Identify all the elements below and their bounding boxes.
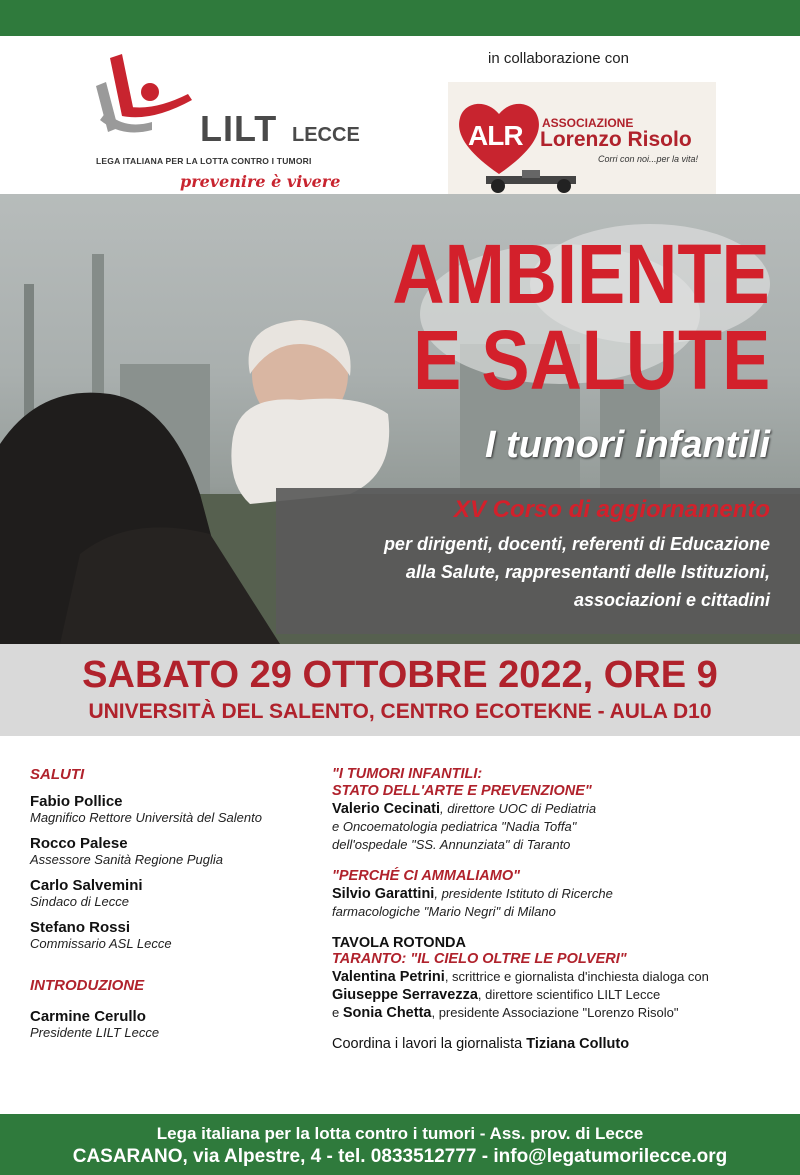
saluti-title: SALUTI [30, 766, 85, 783]
saluti-role: Assessore Sanità Regione Puglia [30, 852, 223, 867]
talk-2 [332, 868, 772, 921]
date-band [0, 644, 800, 736]
intro-name: Carmine Cerullo [30, 1008, 146, 1025]
title-line-2: E SALUTE [412, 313, 770, 407]
program-left-column [30, 766, 320, 1050]
alr-name: Lorenzo Risolo [540, 128, 692, 151]
round-table-title: TARANTO: "IL CIELO OLTRE LE POLVERI" [332, 951, 627, 967]
talk-2-role-line-2: farmacologiche "Mario Negri" di Milano [332, 904, 556, 919]
round-table-label: TAVOLA ROTONDA [332, 935, 466, 951]
top-green-bar [0, 0, 800, 36]
title-line-1: AMBIENTE [392, 227, 770, 321]
talk-1-role-line-3: dell'ospedale "SS. Annunziata" di Taranto [332, 837, 571, 852]
lilt-name: LILT [200, 108, 278, 149]
talk-2-speaker: Silvio Garattini [332, 886, 435, 902]
collaboration-label: in collaborazione con [488, 50, 629, 67]
participant-name: Valentina Petrini [332, 969, 445, 985]
talk-1-role-line-2: e Oncoematologia pediatrica "Nadia Toffa" [332, 819, 577, 834]
intro-item [30, 1008, 320, 1040]
participant-prefix: e [332, 1005, 343, 1020]
alr-letters: ALR [468, 120, 523, 151]
alr-motto: Corri con noi...per la vita! [598, 154, 699, 164]
talk-2-title: "PERCHÉ CI AMMALIAMO" [332, 868, 521, 884]
talk-1 [332, 766, 772, 854]
coordinator-prefix: Coordina i lavori la giornalista [332, 1036, 527, 1052]
intro-title: INTRODUZIONE [30, 977, 145, 994]
course-line-3: associazioni e cittadini [573, 590, 770, 610]
course-box [276, 488, 800, 634]
participant-name: Giuseppe Serravezza [332, 987, 478, 1003]
program-right-column [332, 766, 772, 1052]
saluti-name: Carlo Salvemini [30, 877, 143, 894]
round-table-participant [332, 1004, 772, 1022]
saluti-role: Magnifico Rettore Università del Salento [30, 810, 262, 825]
saluti-role: Commissario ASL Lecce [30, 936, 172, 951]
talk-1-role: , direttore UOC di Pediatria [440, 801, 597, 816]
course-title: XV Corso di aggiornamento [453, 496, 770, 523]
talk-2-role: , presidente Istituto di Ricerche [434, 886, 613, 901]
talk-1-title-line-2: STATO DELL'ARTE E PREVENZIONE" [332, 783, 592, 799]
event-date: SABATO 29 OTTOBRE 2022, ORE 9 [82, 654, 718, 696]
race-car-icon [478, 168, 588, 194]
lilt-logo [92, 50, 362, 200]
hero-photo [0, 194, 800, 644]
saluti-name: Fabio Pollice [30, 793, 123, 810]
saluti-item [30, 793, 320, 825]
participant-role: , scrittrice e giornalista d'inchiesta dialoga con [444, 969, 709, 984]
program [0, 736, 800, 1114]
saluti-item [30, 877, 320, 909]
lilt-slogan: prevenire è vivere [180, 172, 341, 191]
participant-role: , presidente Associazione "Lorenzo Risolo" [431, 1005, 679, 1020]
saluti-name: Rocco Palese [30, 835, 128, 852]
saluti-name: Stefano Rossi [30, 919, 131, 936]
course-line-2: alla Salute, rappresentanti delle Istituzioni, [405, 562, 770, 582]
footer-line-2: CASARANO, via Alpestre, 4 - tel. 0833512777 - info@legatumorilecce.org [72, 1146, 728, 1167]
intro-role: Presidente LILT Lecce [30, 1025, 160, 1040]
footer [0, 1114, 800, 1175]
saluti-item [30, 919, 320, 951]
round-table-participant [332, 986, 772, 1004]
alr-logo [448, 82, 716, 200]
participant-name: Sonia Chetta [342, 1005, 432, 1021]
talk-2-speaker-line [332, 885, 772, 903]
round-table [332, 935, 772, 1022]
talk-1-title-line-1: "I TUMORI INFANTILI: [332, 766, 483, 782]
footer-line-1: Lega italiana per la lotta contro i tumori - Ass. prov. di Lecce [156, 1124, 644, 1143]
lilt-figure-icon [92, 50, 202, 140]
alr-association-label: ASSOCIAZIONE [542, 116, 634, 130]
talk-1-speaker-line [332, 800, 772, 818]
saluti-item [30, 835, 320, 867]
participant-role: , direttore scientifico LILT Lecce [477, 987, 661, 1002]
course-line-1: per dirigenti, docenti, referenti di Educazione [383, 534, 770, 554]
saluti-role: Sindaco di Lecce [30, 894, 130, 909]
talk-1-speaker: Valerio Cecinati [332, 801, 440, 817]
lilt-subtitle: LEGA ITALIANA PER LA LOTTA CONTRO I TUMORI [96, 156, 312, 166]
coordinator-line [332, 1036, 772, 1052]
lilt-city: LECCE [292, 124, 360, 146]
round-table-participant [332, 968, 772, 986]
event-venue: UNIVERSITÀ DEL SALENTO, CENTRO ECOTEKNE - AULA D10 [88, 700, 712, 723]
header [0, 36, 800, 194]
coordinator-name: Tiziana Colluto [526, 1036, 630, 1052]
subtitle: I tumori infantili [485, 424, 770, 466]
